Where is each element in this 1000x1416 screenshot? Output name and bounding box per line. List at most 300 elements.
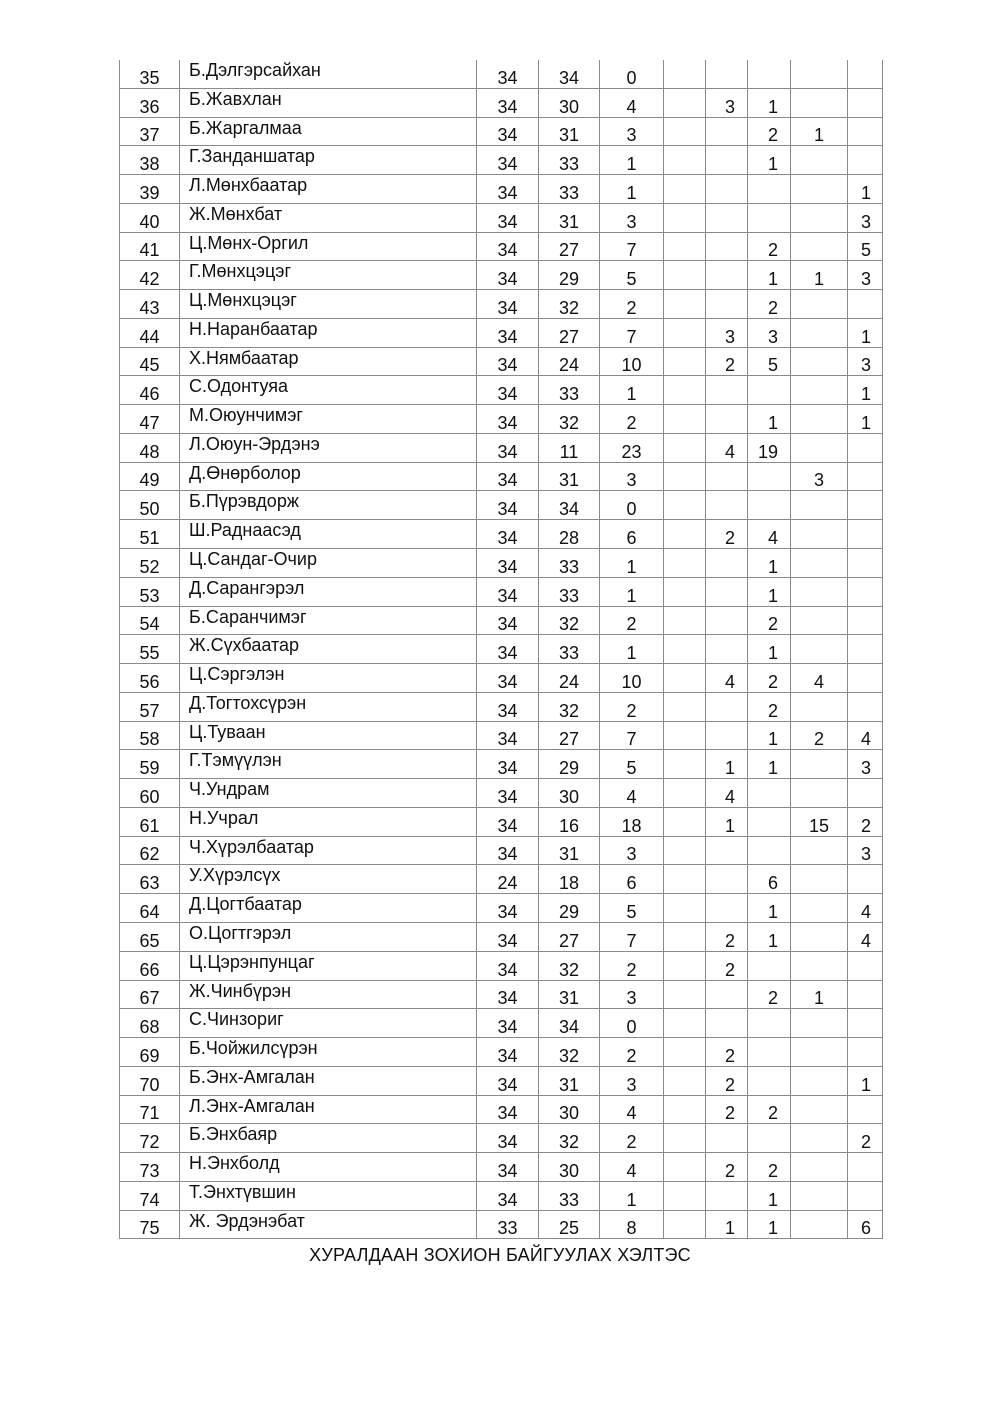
member-name-cell: Б.Энх-Амгалан	[180, 1066, 477, 1095]
absence-b-cell: 1	[748, 88, 791, 117]
absence-c-cell	[791, 1124, 848, 1153]
blank-col-cell	[664, 117, 706, 146]
absent-cell: 0	[600, 491, 664, 520]
row-number-cell: 38	[120, 146, 180, 175]
absence-b-cell: 2	[748, 117, 791, 146]
row-number-cell: 72	[120, 1124, 180, 1153]
absent-cell: 1	[600, 175, 664, 204]
attended-cell: 29	[539, 750, 600, 779]
absence-a-cell	[706, 1124, 748, 1153]
absence-a-cell	[706, 491, 748, 520]
absence-b-cell: 2	[748, 232, 791, 261]
attended-cell: 33	[539, 577, 600, 606]
attended-cell: 29	[539, 261, 600, 290]
absence-b-cell: 2	[748, 606, 791, 635]
absent-cell: 2	[600, 606, 664, 635]
blank-col-cell	[664, 318, 706, 347]
absence-d-cell: 4	[848, 922, 883, 951]
absence-d-cell	[848, 635, 883, 664]
row-number-cell: 45	[120, 347, 180, 376]
absence-d-cell	[848, 433, 883, 462]
absence-d-cell	[848, 146, 883, 175]
absent-cell: 3	[600, 117, 664, 146]
absent-cell: 7	[600, 232, 664, 261]
absent-cell: 2	[600, 1124, 664, 1153]
absence-a-cell: 4	[706, 664, 748, 693]
attended-cell: 33	[539, 635, 600, 664]
total-sessions-cell: 34	[477, 376, 539, 405]
absence-b-cell	[748, 376, 791, 405]
attended-cell: 31	[539, 836, 600, 865]
absence-d-cell: 1	[848, 318, 883, 347]
table-row	[120, 664, 883, 693]
absence-c-cell	[791, 1009, 848, 1038]
absent-cell: 2	[600, 290, 664, 319]
absence-d-cell	[848, 606, 883, 635]
table-row	[120, 88, 883, 117]
member-name-cell: Г.Мөнхцэцэг	[180, 261, 477, 290]
blank-col-cell	[664, 951, 706, 980]
attended-cell: 32	[539, 290, 600, 319]
absence-d-cell	[848, 1009, 883, 1038]
table-row	[120, 635, 883, 664]
absence-b-cell	[748, 60, 791, 88]
row-number-cell: 75	[120, 1210, 180, 1239]
table-row	[120, 1210, 883, 1239]
absence-a-cell	[706, 606, 748, 635]
absence-a-cell: 2	[706, 1153, 748, 1182]
absence-a-cell	[706, 894, 748, 923]
row-number-cell: 50	[120, 491, 180, 520]
absence-a-cell: 1	[706, 1210, 748, 1239]
table-row	[120, 807, 883, 836]
absence-b-cell: 2	[748, 692, 791, 721]
absence-c-cell: 3	[791, 462, 848, 491]
absent-cell: 3	[600, 462, 664, 491]
absence-a-cell: 1	[706, 750, 748, 779]
absence-b-cell: 4	[748, 520, 791, 549]
absent-cell: 1	[600, 146, 664, 175]
total-sessions-cell: 34	[477, 117, 539, 146]
total-sessions-cell: 34	[477, 1153, 539, 1182]
absent-cell: 7	[600, 922, 664, 951]
row-number-cell: 42	[120, 261, 180, 290]
absent-cell: 1	[600, 577, 664, 606]
blank-col-cell	[664, 462, 706, 491]
absence-d-cell	[848, 664, 883, 693]
member-name-cell: Б.Саранчимэг	[180, 606, 477, 635]
absent-cell: 4	[600, 1095, 664, 1124]
attended-cell: 34	[539, 60, 600, 88]
absence-d-cell: 3	[848, 203, 883, 232]
total-sessions-cell: 34	[477, 1066, 539, 1095]
total-sessions-cell: 34	[477, 635, 539, 664]
absence-c-cell	[791, 347, 848, 376]
table-row	[120, 721, 883, 750]
row-number-cell: 64	[120, 894, 180, 923]
absence-c-cell	[791, 1095, 848, 1124]
total-sessions-cell: 34	[477, 1095, 539, 1124]
table-row	[120, 318, 883, 347]
absence-b-cell	[748, 836, 791, 865]
row-number-cell: 40	[120, 203, 180, 232]
total-sessions-cell: 34	[477, 664, 539, 693]
total-sessions-cell: 24	[477, 865, 539, 894]
absence-d-cell	[848, 980, 883, 1009]
absence-b-cell: 2	[748, 664, 791, 693]
absent-cell: 1	[600, 549, 664, 578]
attended-cell: 28	[539, 520, 600, 549]
absence-a-cell: 1	[706, 807, 748, 836]
blank-col-cell	[664, 894, 706, 923]
table-row	[120, 433, 883, 462]
absence-b-cell	[748, 779, 791, 808]
total-sessions-cell: 34	[477, 318, 539, 347]
row-number-cell: 49	[120, 462, 180, 491]
absence-c-cell	[791, 836, 848, 865]
total-sessions-cell: 34	[477, 807, 539, 836]
blank-col-cell	[664, 577, 706, 606]
absence-a-cell: 2	[706, 1038, 748, 1067]
attended-cell: 16	[539, 807, 600, 836]
absence-c-cell	[791, 1181, 848, 1210]
blank-col-cell	[664, 635, 706, 664]
absence-d-cell	[848, 951, 883, 980]
attended-cell: 34	[539, 1009, 600, 1038]
member-name-cell: Д.Тогтохсүрэн	[180, 692, 477, 721]
member-name-cell: Ч.Ундрам	[180, 779, 477, 808]
row-number-cell: 69	[120, 1038, 180, 1067]
absence-b-cell	[748, 1009, 791, 1038]
absent-cell: 0	[600, 60, 664, 88]
row-number-cell: 39	[120, 175, 180, 204]
member-name-cell: Ц.Мөнх-Оргил	[180, 232, 477, 261]
blank-col-cell	[664, 491, 706, 520]
blank-col-cell	[664, 290, 706, 319]
absence-b-cell	[748, 491, 791, 520]
absence-d-cell	[848, 117, 883, 146]
absence-c-cell	[791, 1066, 848, 1095]
absence-d-cell	[848, 692, 883, 721]
absence-d-cell: 2	[848, 1124, 883, 1153]
total-sessions-cell: 34	[477, 577, 539, 606]
absence-c-cell	[791, 606, 848, 635]
table-row	[120, 779, 883, 808]
row-number-cell: 43	[120, 290, 180, 319]
row-number-cell: 51	[120, 520, 180, 549]
absence-b-cell: 1	[748, 750, 791, 779]
attended-cell: 27	[539, 721, 600, 750]
absence-d-cell: 3	[848, 347, 883, 376]
absent-cell: 0	[600, 1009, 664, 1038]
member-name-cell: У.Хүрэлсүх	[180, 865, 477, 894]
total-sessions-cell: 34	[477, 1038, 539, 1067]
table-row	[120, 865, 883, 894]
table-row	[120, 117, 883, 146]
absence-a-cell: 2	[706, 1095, 748, 1124]
blank-col-cell	[664, 692, 706, 721]
absence-c-cell	[791, 894, 848, 923]
absence-d-cell: 5	[848, 232, 883, 261]
member-name-cell: Г.Тэмүүлэн	[180, 750, 477, 779]
member-name-cell: Ц.Цэрэнпунцаг	[180, 951, 477, 980]
row-number-cell: 48	[120, 433, 180, 462]
absence-c-cell	[791, 779, 848, 808]
member-name-cell: С.Одонтуяа	[180, 376, 477, 405]
attended-cell: 33	[539, 549, 600, 578]
table-row	[120, 261, 883, 290]
row-number-cell: 61	[120, 807, 180, 836]
blank-col-cell	[664, 606, 706, 635]
total-sessions-cell: 34	[477, 520, 539, 549]
absence-d-cell	[848, 290, 883, 319]
attended-cell: 29	[539, 894, 600, 923]
absence-a-cell: 4	[706, 779, 748, 808]
total-sessions-cell: 34	[477, 462, 539, 491]
attended-cell: 30	[539, 1095, 600, 1124]
row-number-cell: 52	[120, 549, 180, 578]
absence-c-cell	[791, 577, 848, 606]
table-row	[120, 922, 883, 951]
absence-b-cell: 2	[748, 1153, 791, 1182]
total-sessions-cell: 34	[477, 980, 539, 1009]
absence-a-cell	[706, 60, 748, 88]
table-row	[120, 462, 883, 491]
absence-d-cell: 3	[848, 836, 883, 865]
total-sessions-cell: 34	[477, 146, 539, 175]
total-sessions-cell: 34	[477, 750, 539, 779]
table-row	[120, 577, 883, 606]
blank-col-cell	[664, 1153, 706, 1182]
absence-a-cell	[706, 175, 748, 204]
absence-c-cell	[791, 146, 848, 175]
absent-cell: 5	[600, 261, 664, 290]
absence-b-cell: 2	[748, 1095, 791, 1124]
table-row	[120, 980, 883, 1009]
absence-d-cell	[848, 1153, 883, 1182]
absence-c-cell	[791, 318, 848, 347]
absence-b-cell	[748, 462, 791, 491]
attended-cell: 18	[539, 865, 600, 894]
absence-b-cell: 1	[748, 577, 791, 606]
absence-c-cell	[791, 1210, 848, 1239]
blank-col-cell	[664, 1124, 706, 1153]
absence-d-cell	[848, 779, 883, 808]
member-name-cell: Ж.Мөнхбат	[180, 203, 477, 232]
row-number-cell: 44	[120, 318, 180, 347]
row-number-cell: 67	[120, 980, 180, 1009]
absence-c-cell	[791, 433, 848, 462]
absence-c-cell	[791, 405, 848, 434]
blank-col-cell	[664, 664, 706, 693]
absence-c-cell	[791, 865, 848, 894]
absent-cell: 3	[600, 203, 664, 232]
absent-cell: 23	[600, 433, 664, 462]
total-sessions-cell: 34	[477, 88, 539, 117]
blank-col-cell	[664, 60, 706, 88]
absence-b-cell: 1	[748, 922, 791, 951]
absence-c-cell	[791, 692, 848, 721]
table-row	[120, 203, 883, 232]
absence-a-cell	[706, 980, 748, 1009]
row-number-cell: 70	[120, 1066, 180, 1095]
total-sessions-cell: 33	[477, 1210, 539, 1239]
table-row	[120, 232, 883, 261]
absent-cell: 8	[600, 1210, 664, 1239]
member-name-cell: Б.Жавхлан	[180, 88, 477, 117]
total-sessions-cell: 34	[477, 922, 539, 951]
absence-a-cell	[706, 1181, 748, 1210]
absence-a-cell	[706, 1009, 748, 1038]
table-row	[120, 520, 883, 549]
absent-cell: 7	[600, 721, 664, 750]
member-name-cell: Ц.Мөнхцэцэг	[180, 290, 477, 319]
absence-b-cell	[748, 807, 791, 836]
absence-a-cell	[706, 549, 748, 578]
member-name-cell: Ш.Раднаасэд	[180, 520, 477, 549]
table-row	[120, 1066, 883, 1095]
attended-cell: 24	[539, 347, 600, 376]
absent-cell: 2	[600, 951, 664, 980]
absence-d-cell	[848, 1181, 883, 1210]
row-number-cell: 71	[120, 1095, 180, 1124]
blank-col-cell	[664, 549, 706, 578]
absence-b-cell: 1	[748, 1210, 791, 1239]
member-name-cell: Б.Чойжилсүрэн	[180, 1038, 477, 1067]
member-name-cell: О.Цогтгэрэл	[180, 922, 477, 951]
absence-a-cell	[706, 146, 748, 175]
attended-cell: 33	[539, 376, 600, 405]
member-name-cell: Н.Наранбаатар	[180, 318, 477, 347]
total-sessions-cell: 34	[477, 606, 539, 635]
blank-col-cell	[664, 203, 706, 232]
attended-cell: 32	[539, 692, 600, 721]
absent-cell: 3	[600, 1066, 664, 1095]
row-number-cell: 53	[120, 577, 180, 606]
row-number-cell: 46	[120, 376, 180, 405]
blank-col-cell	[664, 146, 706, 175]
blank-col-cell	[664, 261, 706, 290]
row-number-cell: 37	[120, 117, 180, 146]
attendance-table	[119, 60, 883, 1239]
member-name-cell: Д.Цогтбаатар	[180, 894, 477, 923]
absence-b-cell	[748, 203, 791, 232]
absent-cell: 10	[600, 664, 664, 693]
absence-c-cell	[791, 1038, 848, 1067]
row-number-cell: 41	[120, 232, 180, 261]
absence-d-cell: 2	[848, 807, 883, 836]
table-row	[120, 1181, 883, 1210]
row-number-cell: 57	[120, 692, 180, 721]
absence-d-cell	[848, 88, 883, 117]
absence-b-cell: 1	[748, 1181, 791, 1210]
table-row	[120, 376, 883, 405]
table-row	[120, 491, 883, 520]
row-number-cell: 59	[120, 750, 180, 779]
absence-d-cell	[848, 865, 883, 894]
total-sessions-cell: 34	[477, 951, 539, 980]
absence-b-cell	[748, 175, 791, 204]
table-row	[120, 290, 883, 319]
member-name-cell: Л.Мөнхбаатар	[180, 175, 477, 204]
blank-col-cell	[664, 1038, 706, 1067]
row-number-cell: 74	[120, 1181, 180, 1210]
row-number-cell: 58	[120, 721, 180, 750]
attended-cell: 25	[539, 1210, 600, 1239]
absence-d-cell	[848, 60, 883, 88]
absent-cell: 3	[600, 980, 664, 1009]
absent-cell: 2	[600, 405, 664, 434]
absence-d-cell	[848, 491, 883, 520]
absence-c-cell	[791, 290, 848, 319]
absence-b-cell: 19	[748, 433, 791, 462]
member-name-cell: Г.Занданшатар	[180, 146, 477, 175]
absence-d-cell	[848, 520, 883, 549]
absence-a-cell: 2	[706, 1066, 748, 1095]
absence-a-cell	[706, 232, 748, 261]
absent-cell: 4	[600, 88, 664, 117]
attended-cell: 32	[539, 1038, 600, 1067]
table-row	[120, 750, 883, 779]
member-name-cell: Н.Энхболд	[180, 1153, 477, 1182]
table-body	[120, 60, 883, 1239]
absence-a-cell	[706, 462, 748, 491]
member-name-cell: Б.Дэлгэрсайхан	[180, 60, 477, 88]
total-sessions-cell: 34	[477, 232, 539, 261]
total-sessions-cell: 34	[477, 433, 539, 462]
total-sessions-cell: 34	[477, 290, 539, 319]
blank-col-cell	[664, 520, 706, 549]
table-row	[120, 347, 883, 376]
table-row	[120, 1009, 883, 1038]
absence-b-cell: 1	[748, 146, 791, 175]
attended-cell: 34	[539, 491, 600, 520]
absence-a-cell: 3	[706, 88, 748, 117]
attended-cell: 31	[539, 117, 600, 146]
absence-a-cell	[706, 290, 748, 319]
blank-col-cell	[664, 750, 706, 779]
blank-col-cell	[664, 232, 706, 261]
attended-cell: 31	[539, 980, 600, 1009]
absence-d-cell: 1	[848, 405, 883, 434]
blank-col-cell	[664, 721, 706, 750]
member-name-cell: Б.Пүрэвдорж	[180, 491, 477, 520]
absence-b-cell: 1	[748, 261, 791, 290]
attended-cell: 33	[539, 1181, 600, 1210]
member-name-cell: Б.Жаргалмаа	[180, 117, 477, 146]
total-sessions-cell: 34	[477, 721, 539, 750]
attended-cell: 27	[539, 922, 600, 951]
attended-cell: 31	[539, 203, 600, 232]
absence-c-cell	[791, 203, 848, 232]
absent-cell: 1	[600, 1181, 664, 1210]
absence-b-cell: 1	[748, 721, 791, 750]
absence-c-cell	[791, 88, 848, 117]
blank-col-cell	[664, 779, 706, 808]
absence-d-cell: 3	[848, 750, 883, 779]
absence-b-cell: 6	[748, 865, 791, 894]
row-number-cell: 60	[120, 779, 180, 808]
absence-c-cell: 1	[791, 980, 848, 1009]
row-number-cell: 47	[120, 405, 180, 434]
attended-cell: 32	[539, 951, 600, 980]
attended-cell: 31	[539, 1066, 600, 1095]
absence-c-cell	[791, 376, 848, 405]
member-name-cell: Д.Сарангэрэл	[180, 577, 477, 606]
absence-c-cell	[791, 491, 848, 520]
absence-d-cell	[848, 1038, 883, 1067]
absent-cell: 6	[600, 520, 664, 549]
